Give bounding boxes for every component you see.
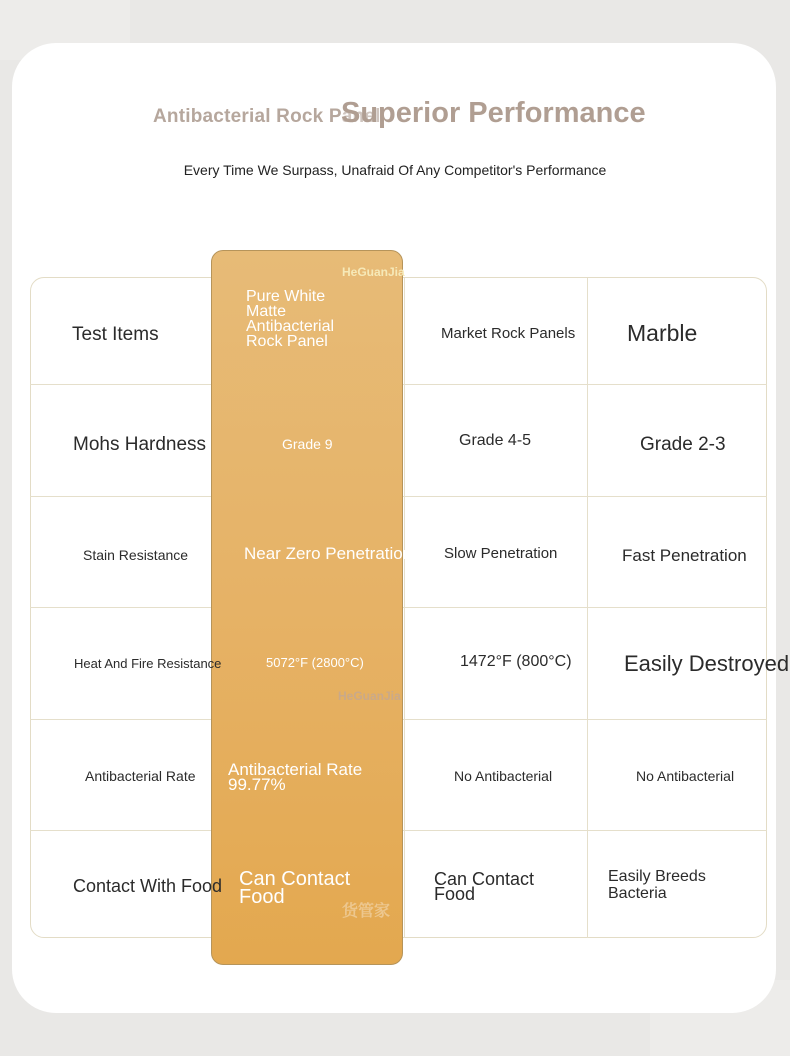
row-label-stain-resistance: Stain Resistance — [83, 547, 189, 563]
header-pure-white-panel: Pure White Matte Antibacterial Rock Panel — [246, 288, 335, 350]
header-test-items: Test Items — [72, 324, 159, 345]
watermark: HeGuanJia — [342, 265, 405, 279]
cell-fast-penetration: Fast Penetration — [622, 546, 747, 565]
cell-no-antibacterial-market: No Antibacterial — [454, 768, 553, 784]
column-divider — [404, 278, 405, 938]
header-market-rock-panels: Market Rock Panels — [441, 325, 576, 342]
header-marble: Marble — [627, 320, 698, 346]
cell-grade-4-5: Grade 4-5 — [459, 432, 532, 449]
header — [0, 0, 790, 200]
row-label-contact-with-food: Contact With Food — [73, 876, 223, 896]
cell-near-zero-penetration: Near Zero Penetration — [244, 544, 413, 563]
cell-grade-2-3: Grade 2-3 — [640, 434, 726, 455]
page-title-secondary: Antibacterial Rock Panel — [153, 106, 381, 127]
cell-no-antibacterial-marble: No Antibacterial — [636, 768, 735, 784]
watermark: 货管家 — [342, 903, 391, 920]
cell-easily-breeds-bacteria: Easily Breeds Bacteria — [608, 868, 706, 902]
cell-slow-penetration: Slow Penetration — [444, 545, 558, 562]
cell-antibacterial-rate-9977: Antibacterial Rate 99.77% — [228, 760, 363, 794]
highlight-column — [211, 250, 403, 965]
cell-1472f: 1472°F (800°C) — [460, 653, 572, 670]
cell-5072f: 5072°F (2800°C) — [266, 655, 364, 670]
row-label-heat-fire-resistance: Heat And Fire Resistance — [74, 656, 222, 671]
column-divider — [587, 278, 588, 938]
cell-can-contact-food-highlight: Can Contact Food — [239, 868, 351, 908]
page-subtitle: Every Time We Surpass, Unafraid Of Any Competitor's Performance — [183, 162, 607, 178]
page-title: Superior Performance — [341, 97, 646, 129]
watermark: HeGuanJia — [338, 689, 401, 703]
row-label-mohs-hardness: Mohs Hardness — [73, 434, 207, 455]
row-label-antibacterial-rate: Antibacterial Rate — [85, 768, 196, 784]
cell-can-contact-food-market: Can Contact Food — [434, 869, 535, 904]
cell-grade-9: Grade 9 — [282, 436, 333, 452]
cell-easily-destroyed: Easily Destroyed — [624, 651, 790, 676]
